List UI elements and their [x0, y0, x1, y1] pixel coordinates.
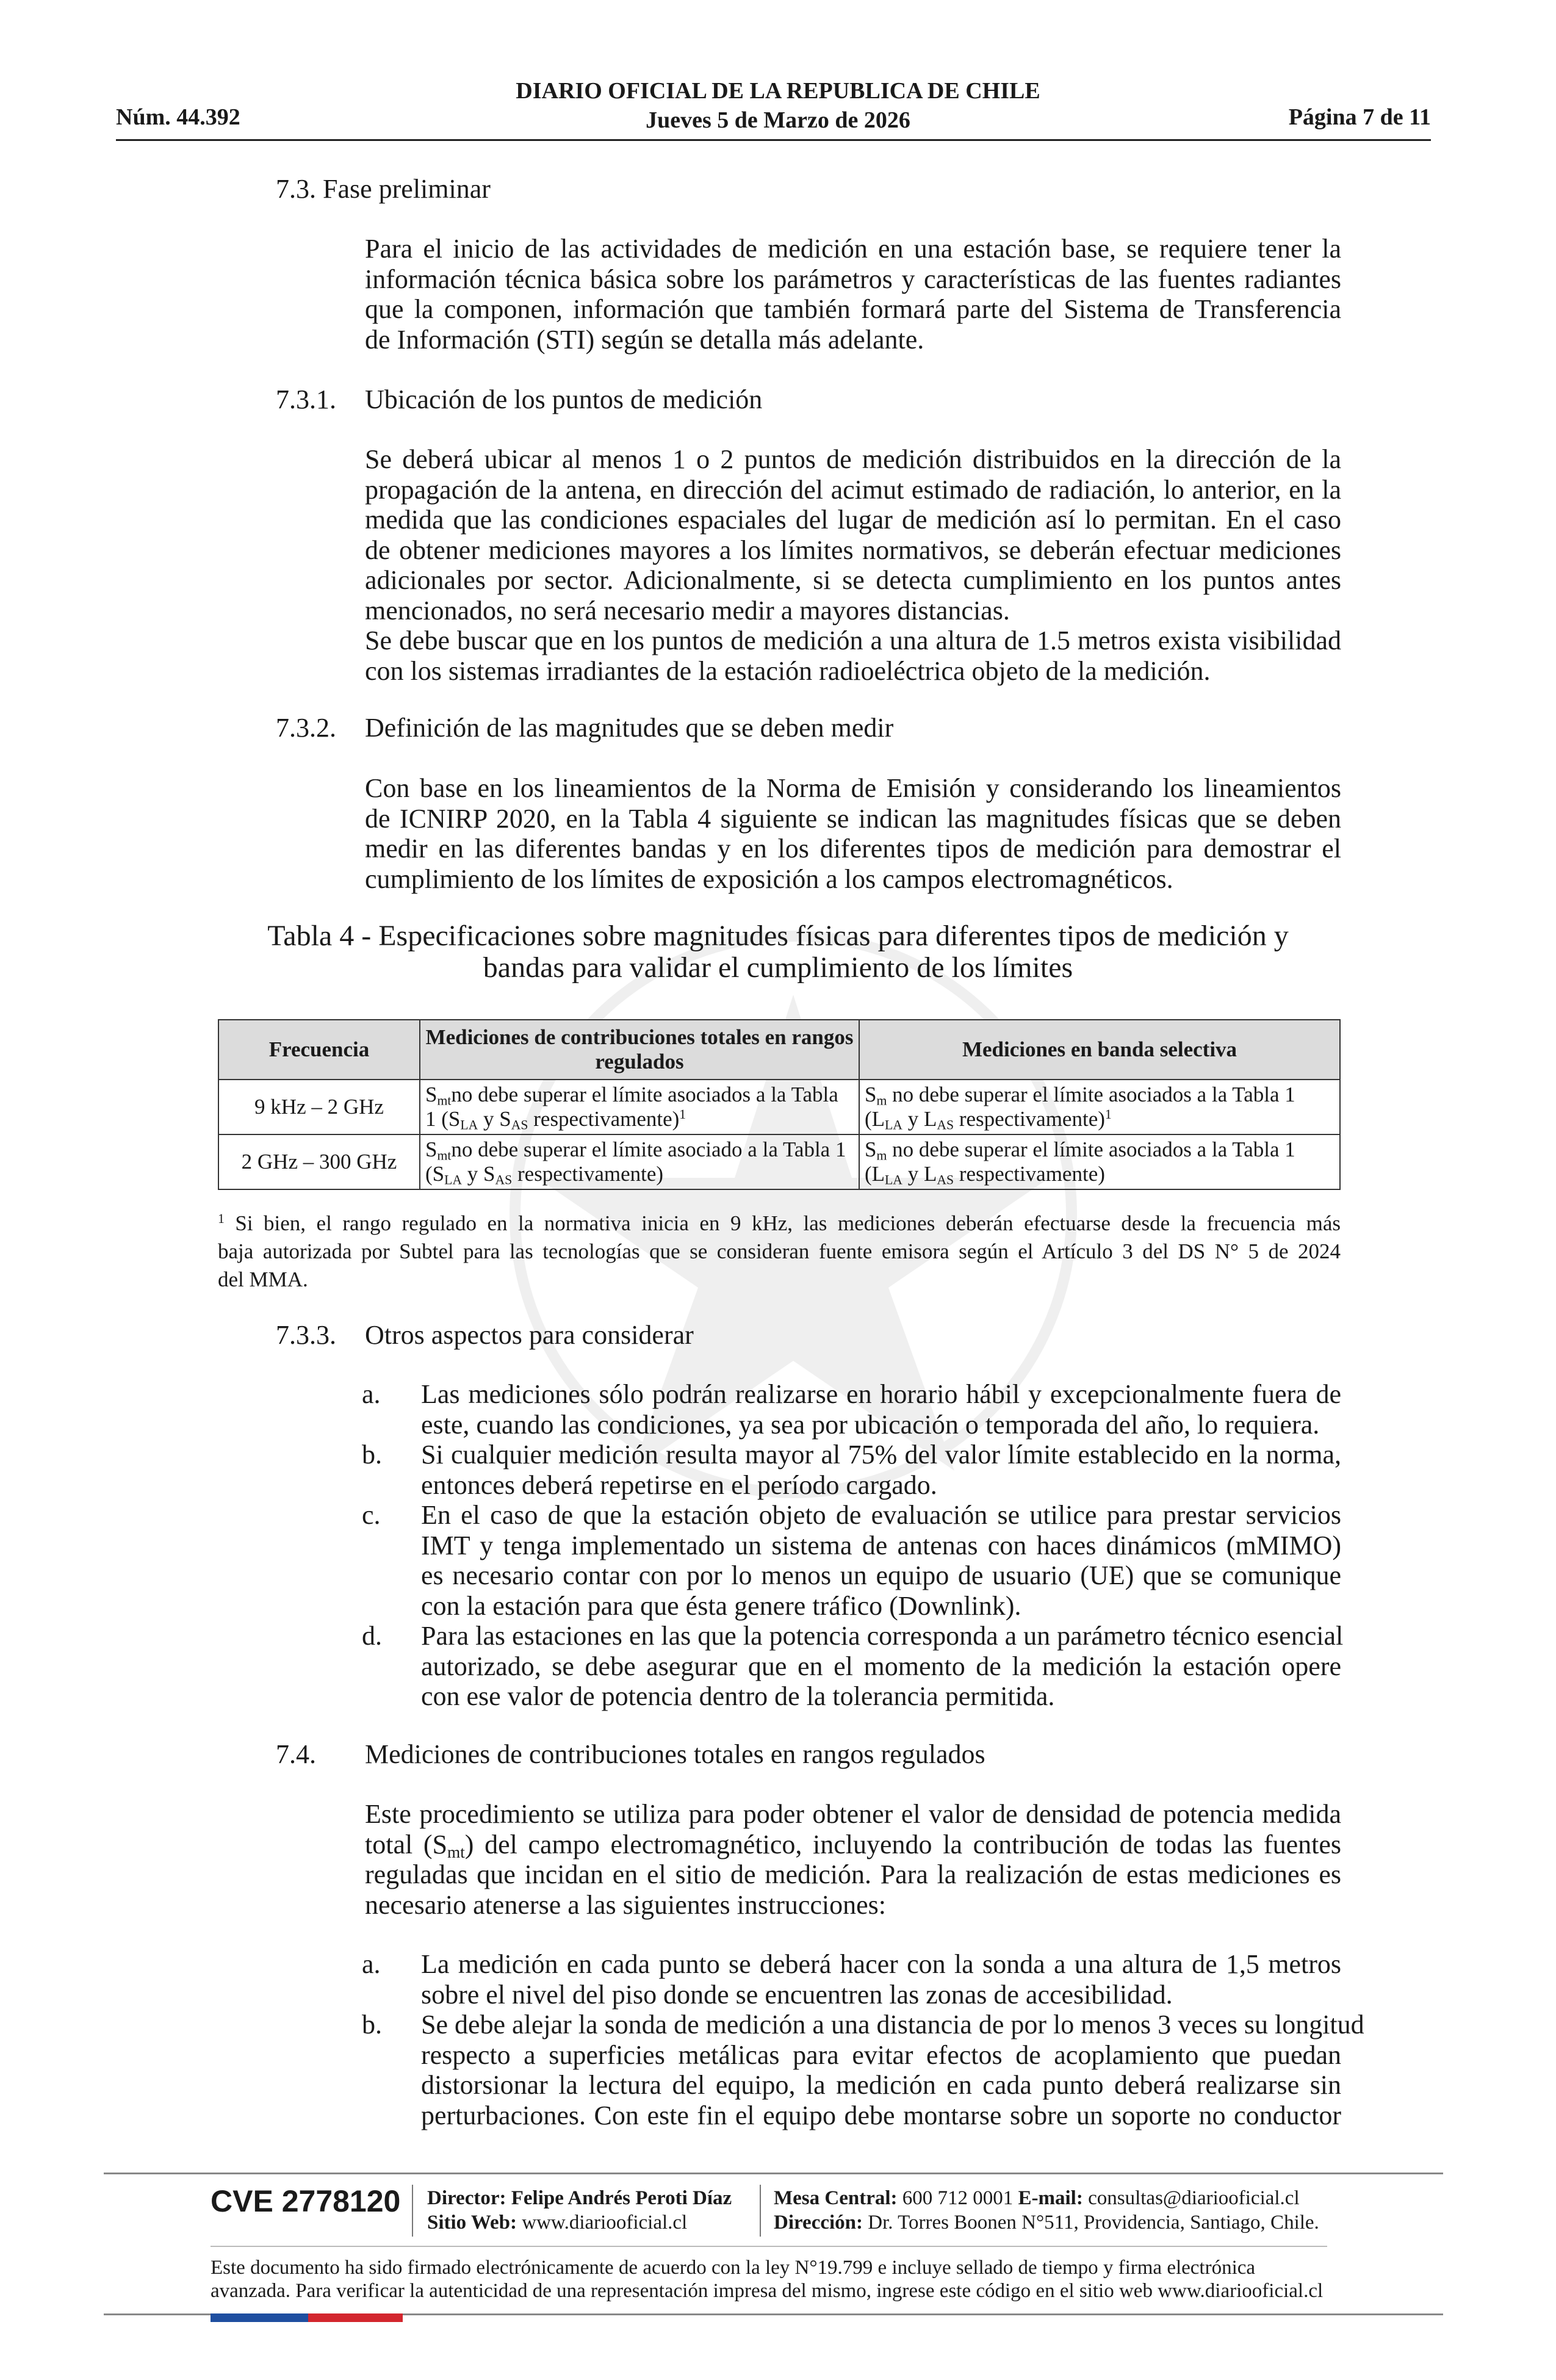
- list-item: c. En el caso de que la estación objeto de evaluación se utilice para prestar servicios IMT y tenga implementado un sistema de antenas con haces dinámicos (mMIMO) es necesario contar con por lo menos un equipo de usuario (UE) que se comunique con la estación para que ésta genere tráfico (Downlink).: [362, 1500, 1341, 1621]
- page-number: Página 7 de 11: [1288, 104, 1431, 130]
- section-7-3-3-number: 7.3.3.: [276, 1320, 336, 1350]
- text-line: adicionales por sector. Adicionalmente, si se detecta cumplimiento en los puntos antes: [365, 565, 1341, 595]
- website-link[interactable]: www.diariooficial.cl: [522, 2212, 688, 2234]
- text-line: este, cuando las condiciones, ya sea por ubicación o temporada del año, lo requiera.: [421, 1409, 1320, 1440]
- header-contribuciones-totales: Mediciones de contribuciones totales en rangos regulados: [420, 1020, 859, 1080]
- text-line: cumplimiento de los límites de exposición a los campos electromagnéticos.: [365, 864, 1173, 894]
- section-7-3-3-title: Otros aspectos para considerar: [365, 1320, 694, 1350]
- flag-stripe-red: [308, 2313, 403, 2322]
- table-4: [218, 1019, 1341, 1190]
- publication-title: DIARIO OFICIAL DE LA REPUBLICA DE CHILE: [516, 78, 1040, 104]
- cve-code: CVE 2778120: [211, 2184, 401, 2218]
- text-line: es necesario contar con por lo menos un equipo de usuario (UE) que se comunique: [421, 1560, 1341, 1590]
- text-line: avanzada. Para verificar la autenticidad de una representación impresa del mismo, ingrese este código en el sitio web www.diariooficial.cl: [211, 2280, 1324, 2302]
- list-item: a. La medición en cada punto se deberá hacer con la sonda a una altura de 1,5 metros sobre el nivel del piso donde se encuentren las zonas de accesibilidad.: [362, 1949, 1341, 2010]
- footer-separator: [760, 2185, 761, 2237]
- text-line: propagación de la antena, en dirección del acimut estimado de radiación, lo anterior, en la: [365, 474, 1341, 505]
- section-7-4-paragraph: [365, 1799, 1341, 1920]
- text-line: IMT y tenga implementado un sistema de antenas con haces dinámicos (mMIMO): [421, 1530, 1341, 1560]
- text-line: de Información (STI) según se detalla más adelante.: [365, 324, 924, 355]
- table-row: [218, 1080, 1340, 1134]
- section-7-3-2-number: 7.3.2.: [276, 713, 336, 743]
- table-4-footnote: [218, 1210, 1341, 1294]
- publication-date: Jueves 5 de Marzo de 2026: [646, 107, 910, 133]
- cell-selective-band: $S_m$ no debe superar el límite asociados a la Tabla 1 ($L_{LA}$ y $L_{AS}$ respectivamente)$^1$: [859, 1080, 1340, 1134]
- text-line: medida que las condiciones espaciales del lugar de medición así lo permitan. En el caso: [365, 505, 1341, 535]
- text-line: Para las estaciones en las que la potencia corresponda a un parámetro técnico esencial: [421, 1621, 1344, 1651]
- section-7-4-title: Mediciones de contribuciones totales en rangos regulados: [365, 1739, 985, 1769]
- section-7-4-number: 7.4.: [276, 1739, 316, 1769]
- table-header-row: [218, 1020, 1340, 1080]
- section-7-3-2-paragraph: [365, 773, 1341, 894]
- cell-frequency: 2 GHz – 300 GHz: [218, 1134, 420, 1189]
- text-line: Las mediciones sólo podrán realizarse en horario hábil y excepcionalmente fuera de: [421, 1379, 1341, 1409]
- text-line: distorsionar la lectura del equipo, la medición en cada punto deberá realizarse sin: [421, 2070, 1341, 2100]
- flag-stripe-blue: [211, 2313, 308, 2322]
- text-line: de obtener mediciones mayores a los límites normativos, se deberán efectuar mediciones: [365, 535, 1341, 565]
- text-line: con los sistemas irradiantes de la estación radioeléctrica objeto de la medición.: [365, 655, 1211, 686]
- text-line: de ICNIRP 2020, en la Tabla 4 siguiente se indican las magnitudes físicas que se deben: [365, 803, 1341, 834]
- text-line: Con base en los lineamientos de la Norma de Emisión y considerando los lineamientos: [365, 773, 1341, 803]
- text-line: mencionados, no será necesario medir a mayores distancias.: [365, 595, 1010, 626]
- text-line: del MMA.: [218, 1268, 308, 1291]
- cell-frequency: 9 kHz – 2 GHz: [218, 1080, 420, 1134]
- footer-divider-top: [104, 2173, 1443, 2174]
- section-7-3-1-paragraph: [365, 444, 1341, 686]
- list-item: a. Las mediciones sólo podrán realizarse en horario hábil y excepcionalmente fuera de este, cuando las condiciones, ya sea por ubicación o temporada del año, lo requiera.: [362, 1379, 1341, 1440]
- text-line: información técnica básica sobre los parámetros y características de las fuentes radiantes: [365, 264, 1341, 294]
- text-line: entonces deberá repetirse en el período cargado.: [421, 1469, 937, 1500]
- list-item: b. Se debe alejar la sonda de medición a una distancia de por lo menos 3 veces su longitud respecto a superficies metálicas para evitar efectos de acoplamiento que puedan distorsionar la lectura del equipo, la medición en cada punto deberá realizarse sin perturbaciones. Con este fin el equipo debe montarse sobre un soporte no conductor: [362, 2010, 1364, 2130]
- text-line: En el caso de que la estación objeto de evaluación se utilice para prestar servicios: [421, 1500, 1341, 1530]
- text-line: total $(S_{mt})$ del campo electromagnético, incluyendo la contribución de todas las fuentes: [365, 1829, 1341, 1861]
- header-divider: [116, 139, 1431, 141]
- table-4-caption: [0, 920, 1556, 984]
- text-line: respecto a superficies metálicas para evitar efectos de acoplamiento que puedan: [421, 2039, 1341, 2070]
- text-line: Si cualquier medición resulta mayor al 75% del valor límite establecido en la norma,: [421, 1440, 1341, 1469]
- text-line: que la componen, información que también formará parte del Sistema de Transferencia: [365, 294, 1341, 324]
- footer-divider-middle: [211, 2246, 1327, 2247]
- text-line: Se debe alejar la sonda de medición a una distancia de por lo menos 3 veces su longitud: [421, 2010, 1364, 2039]
- text-line: Se deberá ubicar al menos 1 o 2 puntos de medición distribuidos en la dirección de la: [365, 444, 1341, 474]
- text-line: reguladas que incidan en el sitio de medición. Para la realización de estas mediciones es: [365, 1859, 1341, 1889]
- text-line: baja autorizada por Subtel para las tecnologías que se consideran fuente emisora según el Artículo 3 del DS N° 5 de 2024: [218, 1239, 1341, 1263]
- footer-director-block: Director: Felipe Andrés Peroti Díaz Sitio Web: www.diariooficial.cl: [427, 2187, 732, 2234]
- table-row: [218, 1134, 1340, 1189]
- text-line: medir en las diferentes bandas y en los diferentes tipos de medición para demostrar el: [365, 834, 1341, 864]
- text-line: necesario atenerse a las siguientes instrucciones:: [365, 1889, 887, 1920]
- text-line: autorizado, se debe asegurar que en el momento de la medición la estación opere: [421, 1651, 1341, 1681]
- caption-line: Tabla 4 - Especificaciones sobre magnitudes físicas para diferentes tipos de medición y: [267, 920, 1289, 952]
- text-line: con la estación para que ésta genere tráfico (Downlink).: [421, 1590, 1021, 1621]
- header-frecuencia: Frecuencia: [218, 1020, 420, 1080]
- text-line: Para el inicio de las actividades de medición en una estación base, se requiere tener la: [365, 234, 1341, 264]
- cell-total-contributions: $S_{mt}no$ debe superar el límite asociado a la Tabla 1 ($S_{LA}$ y $S_{AS}$ respectivamente): [420, 1134, 859, 1189]
- text-line: sobre el nivel del piso donde se encuentren las zonas de accesibilidad.: [421, 1979, 1173, 2010]
- text-line: Este procedimiento se utiliza para poder obtener el valor de densidad de potencia medida: [365, 1799, 1341, 1829]
- email-link[interactable]: consultas@diariooficial.cl: [1088, 2187, 1300, 2209]
- footer-contact-block: Mesa Central: 600 712 0001 E-mail: consultas@diariooficial.cl Dirección: Dr. Torres Boonen N°511, Providencia, Santiago, Chile.: [774, 2187, 1319, 2234]
- header-banda-selectiva: Mediciones en banda selectiva: [859, 1020, 1340, 1080]
- legal-notice: [211, 2256, 1327, 2302]
- text-line: La medición en cada punto se deberá hacer con la sonda a una altura de 1,5 metros: [421, 1949, 1341, 1979]
- text-line: con ese valor de potencia dentro de la tolerancia permitida.: [421, 1681, 1055, 1711]
- text-line: Se debe buscar que en los puntos de medición a una altura de 1.5 metros exista visibilidad: [365, 626, 1341, 655]
- caption-line: bandas para validar el cumplimiento de los límites: [483, 951, 1073, 984]
- list-item: b. Si cualquier medición resulta mayor al 75% del valor límite establecido en la norma, entonces deberá repetirse en el período cargado.: [362, 1440, 1341, 1500]
- footer-separator: [412, 2185, 413, 2237]
- text-line: Este documento ha sido firmado electrónicamente de acuerdo con la ley N°19.799 e incluye sellado de tiempo y firma electrónica: [211, 2257, 1256, 2279]
- cell-selective-band: $S_m$ no debe superar el límite asociados a la Tabla 1 ($L_{LA}$ y $L_{AS}$ respectivamente): [859, 1134, 1340, 1189]
- text-line: $^1$ Si bien, el rango regulado en la normativa inicia en 9 kHz, las mediciones deberán efectuarse desde la frecuencia más: [218, 1211, 1341, 1235]
- section-7-3-2-title: Definición de las magnitudes que se deben medir: [365, 713, 894, 743]
- section-7-3-paragraph: [365, 234, 1341, 355]
- section-7-3-1-number: 7.3.1.: [276, 384, 336, 414]
- cell-total-contributions: $S_{mt}no$ debe superar el límite asociados a la Tabla 1 ($S_{LA}$ y $S_{AS}$ respectivamente)$^1$: [420, 1080, 859, 1134]
- list-item: d. Para las estaciones en las que la potencia corresponda a un parámetro técnico esencial autorizado, se debe asegurar que en el momento de la medición la estación opere con ese valor de potencia dentro de la tolerancia permitida.: [362, 1621, 1344, 1711]
- section-7-3-title: 7.3. Fase preliminar: [276, 174, 491, 204]
- section-7-3-1-title: Ubicación de los puntos de medición: [365, 384, 763, 414]
- text-line: perturbaciones. Con este fin el equipo debe montarse sobre un soporte no conductor: [421, 2100, 1341, 2130]
- issue-number: Núm. 44.392: [116, 104, 240, 130]
